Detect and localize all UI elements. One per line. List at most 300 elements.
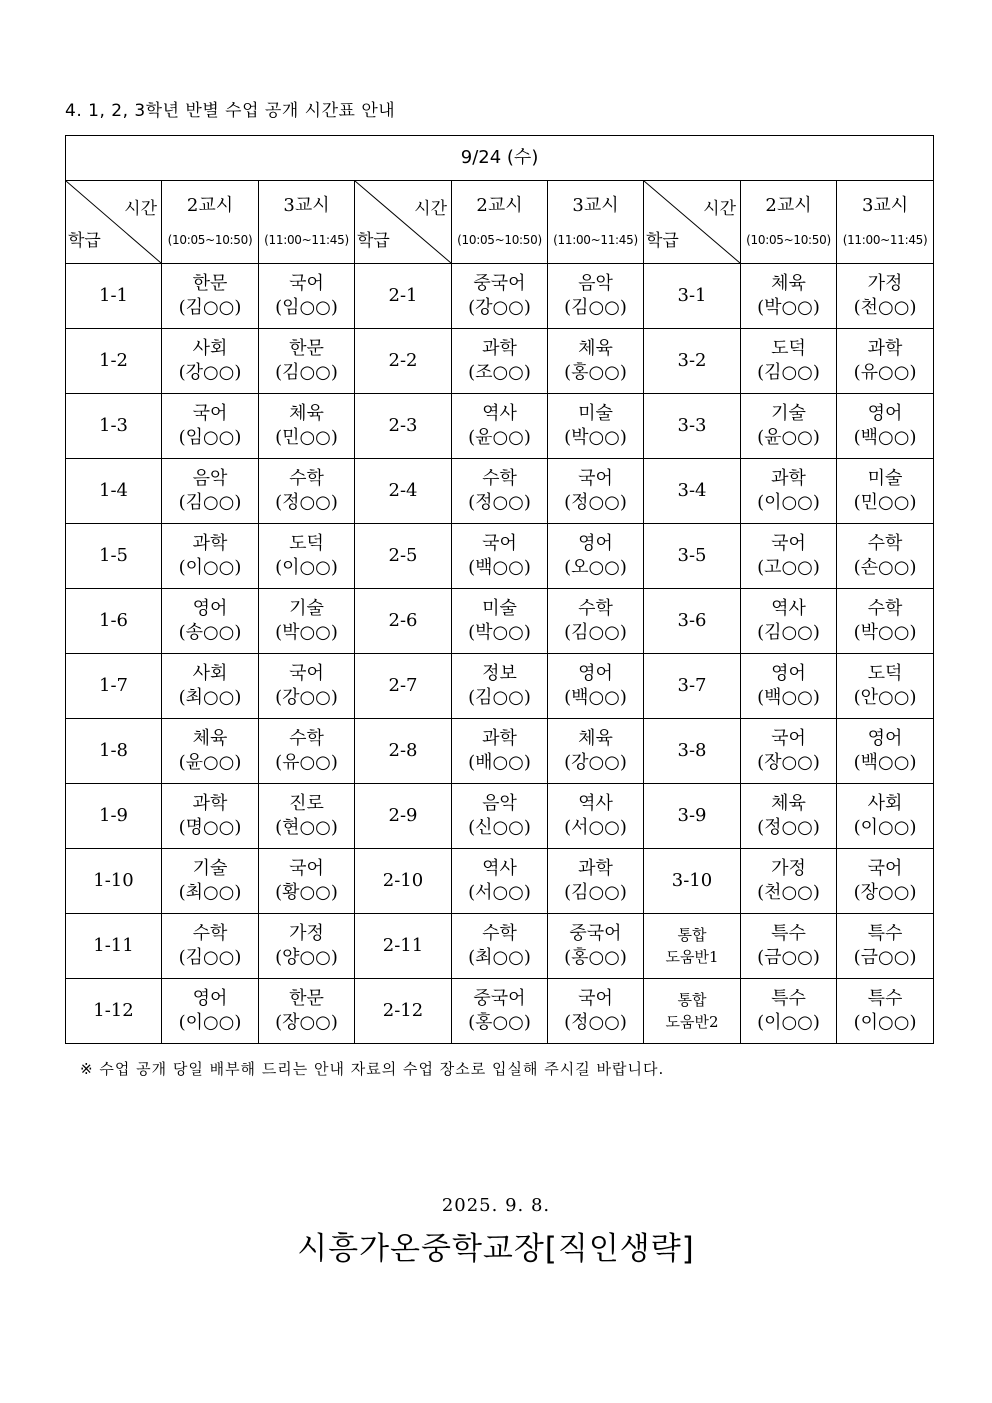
subject: 국어	[578, 988, 613, 1009]
lesson-cell	[548, 264, 644, 329]
lesson-cell	[452, 784, 548, 849]
class-cell	[355, 914, 452, 979]
class-cell	[644, 589, 741, 654]
corner-label-class: 학급	[68, 231, 101, 251]
class-cell	[355, 719, 452, 784]
class-label: 3-8	[677, 740, 707, 761]
document-date: 2025. 9. 8.	[441, 1195, 551, 1216]
class-label: 1-2	[99, 350, 128, 371]
table-row	[66, 459, 934, 524]
period-name: 3교시	[572, 195, 619, 216]
class-cell	[66, 719, 162, 784]
class-cell	[355, 524, 452, 589]
lesson-cell	[452, 719, 548, 784]
subject: 국어	[771, 533, 806, 554]
teacher: (정○○)	[564, 1012, 627, 1033]
lesson-cell	[548, 329, 644, 394]
notice-text: ※ 수업 공개 당일 배부해 드리는 안내 자료의 수업 장소로 입실해 주시길 바랍니다.	[80, 1060, 665, 1078]
lesson-cell	[452, 914, 548, 979]
teacher: (홍○○)	[468, 1012, 531, 1033]
lesson-cell	[548, 589, 644, 654]
lesson-cell	[259, 784, 355, 849]
subject: 음악	[192, 468, 228, 489]
subject: 역사	[482, 858, 517, 879]
period-name: 2교시	[476, 195, 523, 216]
period-time: (11:00~11:45)	[842, 233, 928, 247]
subject: 사회	[192, 338, 228, 359]
teacher: (최○○)	[468, 947, 531, 968]
lesson-cell	[548, 459, 644, 524]
lesson-cell	[259, 914, 355, 979]
teacher: (강○○)	[275, 687, 338, 708]
lesson-cell	[452, 654, 548, 719]
teacher: (명○○)	[178, 817, 242, 838]
subject: 한문	[192, 273, 228, 294]
lesson-cell	[162, 524, 259, 589]
subject: 한문	[289, 988, 324, 1009]
teacher: (김○○)	[564, 622, 627, 643]
teacher: (유○○)	[853, 362, 917, 383]
subject: 중국어	[473, 273, 526, 294]
class-cell	[644, 654, 741, 719]
lesson-cell	[837, 784, 934, 849]
class-label: 3-6	[677, 610, 707, 631]
period-time: (10:05~10:50)	[746, 233, 831, 247]
class-label: 3-9	[677, 805, 707, 826]
lesson-cell	[162, 394, 259, 459]
period-header-cell	[452, 181, 548, 264]
class-label: 1-1	[99, 285, 128, 306]
class-label: 통합 도움반2	[665, 991, 719, 1031]
corner-label-class: 학급	[357, 231, 390, 251]
subject: 음악	[482, 793, 517, 814]
subject: 역사	[578, 793, 613, 814]
teacher: (최○○)	[178, 882, 242, 903]
lesson-cell	[741, 979, 837, 1044]
class-label: 3-7	[677, 675, 707, 696]
subject: 체육	[578, 338, 613, 359]
class-cell	[66, 524, 162, 589]
class-cell	[644, 914, 741, 979]
date-row	[66, 136, 934, 181]
class-cell	[66, 654, 162, 719]
class-cell	[644, 784, 741, 849]
subject: 영어	[578, 533, 613, 554]
table-row	[66, 329, 934, 394]
lesson-cell	[259, 524, 355, 589]
lesson-cell	[162, 329, 259, 394]
teacher: (정○○)	[757, 817, 820, 838]
teacher: (강○○)	[178, 362, 242, 383]
lesson-cell	[259, 264, 355, 329]
table-row	[66, 654, 934, 719]
class-label: 2-11	[382, 935, 424, 956]
lesson-cell	[741, 394, 837, 459]
class-label: 2-3	[388, 415, 418, 436]
class-cell	[66, 394, 162, 459]
class-cell	[355, 394, 452, 459]
teacher: (김○○)	[178, 492, 242, 513]
teacher: (강○○)	[564, 752, 627, 773]
teacher: (장○○)	[757, 752, 820, 773]
teacher: (백○○)	[564, 687, 627, 708]
subject: 사회	[192, 663, 228, 684]
subject: 역사	[482, 403, 517, 424]
lesson-cell	[741, 784, 837, 849]
class-label: 2-8	[388, 740, 418, 761]
subject: 음악	[578, 273, 613, 294]
subject: 체육	[192, 728, 228, 749]
subject: 특수	[867, 923, 903, 944]
lesson-cell	[548, 914, 644, 979]
teacher: (이○○)	[178, 1012, 242, 1033]
teacher: (임○○)	[178, 427, 242, 448]
lesson-cell	[837, 459, 934, 524]
lesson-cell	[837, 329, 934, 394]
teacher: (김○○)	[275, 362, 338, 383]
lesson-cell	[837, 394, 934, 459]
subject: 과학	[482, 338, 517, 359]
subject: 수학	[289, 728, 324, 749]
lesson-cell	[259, 654, 355, 719]
subject: 영어	[771, 663, 806, 684]
class-cell	[66, 784, 162, 849]
lesson-cell	[259, 589, 355, 654]
teacher: (박○○)	[853, 622, 917, 643]
teacher: (이○○)	[853, 1012, 917, 1033]
subject: 가정	[289, 923, 324, 944]
class-label: 1-9	[99, 805, 128, 826]
header-row	[66, 181, 934, 264]
class-cell	[644, 719, 741, 784]
class-label: 1-4	[99, 480, 128, 501]
table-row	[66, 589, 934, 654]
lesson-cell	[741, 654, 837, 719]
teacher: (윤○○)	[468, 427, 531, 448]
lesson-cell	[259, 849, 355, 914]
teacher: (금○○)	[853, 947, 917, 968]
subject: 역사	[771, 598, 806, 619]
class-label: 2-9	[388, 805, 418, 826]
teacher: (박○○)	[564, 427, 627, 448]
period-time: (10:05~10:50)	[457, 233, 542, 247]
table-row	[66, 979, 934, 1044]
class-label: 1-3	[99, 415, 128, 436]
lesson-cell	[741, 459, 837, 524]
lesson-cell	[548, 979, 644, 1044]
lesson-cell	[452, 524, 548, 589]
lesson-cell	[741, 329, 837, 394]
class-label: 2-2	[388, 350, 418, 371]
teacher: (김○○)	[468, 687, 531, 708]
teacher: (배○○)	[468, 752, 531, 773]
subject: 국어	[771, 728, 806, 749]
class-cell	[355, 849, 452, 914]
teacher: (송○○)	[178, 622, 242, 643]
table-row	[66, 394, 934, 459]
teacher: (백○○)	[757, 687, 820, 708]
teacher: (이○○)	[853, 817, 917, 838]
lesson-cell	[259, 459, 355, 524]
lesson-cell	[837, 719, 934, 784]
class-cell	[355, 784, 452, 849]
teacher: (황○○)	[275, 882, 338, 903]
class-cell	[644, 394, 741, 459]
subject: 국어	[578, 468, 613, 489]
teacher: (정○○)	[564, 492, 627, 513]
class-cell	[355, 589, 452, 654]
teacher: (홍○○)	[564, 947, 627, 968]
teacher: (이○○)	[757, 1012, 820, 1033]
class-cell	[355, 329, 452, 394]
teacher: (이○○)	[757, 492, 820, 513]
subject: 국어	[289, 663, 324, 684]
lesson-cell	[837, 264, 934, 329]
teacher: (백○○)	[853, 752, 917, 773]
subject: 과학	[578, 858, 613, 879]
lesson-cell	[837, 654, 934, 719]
class-label: 2-6	[388, 610, 418, 631]
teacher: (천○○)	[757, 882, 820, 903]
teacher: (홍○○)	[564, 362, 627, 383]
lesson-cell	[741, 524, 837, 589]
class-label: 3-4	[677, 480, 707, 501]
lesson-cell	[162, 459, 259, 524]
subject: 가정	[771, 858, 806, 879]
class-label: 1-11	[93, 935, 134, 956]
teacher: (최○○)	[178, 687, 242, 708]
subject: 특수	[771, 923, 806, 944]
subject: 도덕	[289, 533, 324, 554]
class-label: 1-7	[99, 675, 128, 696]
class-cell	[644, 329, 741, 394]
subject: 국어	[867, 858, 903, 879]
subject: 영어	[192, 598, 228, 619]
principal-signature: 시흥가온중학교장[직인생략]	[297, 1231, 695, 1267]
table-row	[66, 784, 934, 849]
class-label: 3-5	[677, 545, 707, 566]
class-label: 3-3	[677, 415, 707, 436]
subject: 사회	[867, 793, 903, 814]
teacher: (조○○)	[468, 362, 531, 383]
class-cell	[66, 329, 162, 394]
teacher: (김○○)	[178, 947, 242, 968]
subject: 미술	[578, 403, 613, 424]
lesson-cell	[259, 979, 355, 1044]
teacher: (윤○○)	[178, 752, 242, 773]
subject: 체육	[771, 793, 806, 814]
subject: 미술	[482, 598, 517, 619]
teacher: (금○○)	[757, 947, 820, 968]
teacher: (손○○)	[853, 557, 917, 578]
corner-label-time: 시간	[124, 199, 157, 219]
lesson-cell	[548, 394, 644, 459]
teacher: (윤○○)	[757, 427, 820, 448]
period-header-cell	[259, 181, 355, 264]
corner-label-time: 시간	[414, 199, 447, 219]
lesson-cell	[741, 264, 837, 329]
teacher: (고○○)	[757, 557, 820, 578]
period-header-cell	[837, 181, 934, 264]
class-label: 3-10	[671, 870, 713, 891]
teacher: (김○○)	[757, 362, 820, 383]
date-label: 9/24 (수)	[66, 136, 934, 181]
class-cell	[66, 264, 162, 329]
lesson-cell	[452, 979, 548, 1044]
lesson-cell	[452, 394, 548, 459]
subject: 수학	[578, 598, 613, 619]
teacher: (서○○)	[468, 882, 531, 903]
class-cell	[644, 459, 741, 524]
corner-label-time: 시간	[703, 199, 736, 219]
subject: 과학	[771, 468, 806, 489]
period-time: (10:05~10:50)	[167, 233, 253, 247]
subject: 수학	[289, 468, 324, 489]
teacher: (이○○)	[275, 557, 338, 578]
teacher: (천○○)	[853, 297, 917, 318]
lesson-cell	[741, 589, 837, 654]
lesson-cell	[548, 524, 644, 589]
subject: 중국어	[569, 923, 622, 944]
teacher: (양○○)	[275, 947, 338, 968]
teacher: (박○○)	[468, 622, 531, 643]
lesson-cell	[162, 849, 259, 914]
period-header-cell	[741, 181, 837, 264]
lesson-cell	[837, 979, 934, 1044]
subject: 국어	[482, 533, 517, 554]
subject: 가정	[867, 273, 903, 294]
subject: 국어	[289, 273, 324, 294]
teacher: (임○○)	[275, 297, 338, 318]
lesson-cell	[452, 264, 548, 329]
class-label: 2-10	[382, 870, 424, 891]
table-row	[66, 524, 934, 589]
subject: 수학	[482, 923, 517, 944]
teacher: (현○○)	[275, 817, 338, 838]
class-cell	[355, 459, 452, 524]
lesson-cell	[259, 719, 355, 784]
subject: 기술	[771, 403, 806, 424]
class-label: 1-5	[99, 545, 128, 566]
lesson-cell	[452, 459, 548, 524]
subject: 수학	[482, 468, 517, 489]
period-name: 3교시	[283, 195, 330, 216]
subject: 과학	[482, 728, 517, 749]
period-header-cell	[162, 181, 259, 264]
lesson-cell	[162, 264, 259, 329]
teacher: (신○○)	[468, 817, 531, 838]
subject: 영어	[867, 728, 903, 749]
lesson-cell	[259, 394, 355, 459]
period-name: 3교시	[861, 195, 909, 216]
subject: 체육	[578, 728, 613, 749]
subject: 도덕	[771, 338, 806, 359]
class-label: 2-1	[388, 285, 418, 306]
table-row	[66, 719, 934, 784]
subject: 진로	[289, 793, 324, 814]
lesson-cell	[837, 589, 934, 654]
class-cell	[644, 979, 741, 1044]
corner-header-cell	[644, 181, 741, 264]
section-heading: 4. 1, 2, 3학년 반별 수업 공개 시간표 안내	[65, 101, 396, 121]
class-cell	[66, 589, 162, 654]
lesson-cell	[741, 914, 837, 979]
lesson-cell	[162, 914, 259, 979]
teacher: (백○○)	[468, 557, 531, 578]
teacher: (김○○)	[178, 297, 242, 318]
period-time: (11:00~11:45)	[264, 233, 349, 247]
subject: 수학	[867, 533, 903, 554]
class-cell	[66, 914, 162, 979]
subject: 체육	[771, 273, 806, 294]
teacher: (오○○)	[564, 557, 627, 578]
lesson-cell	[548, 654, 644, 719]
lesson-cell	[162, 719, 259, 784]
period-name: 2교시	[765, 195, 812, 216]
table-row	[66, 264, 934, 329]
class-label: 2-5	[388, 545, 418, 566]
teacher: (박○○)	[757, 297, 820, 318]
subject: 과학	[192, 793, 228, 814]
teacher: (박○○)	[275, 622, 338, 643]
subject: 도덕	[867, 663, 903, 684]
lesson-cell	[162, 589, 259, 654]
table-row	[66, 914, 934, 979]
lesson-cell	[548, 849, 644, 914]
period-time: (11:00~11:45)	[553, 233, 638, 247]
class-cell	[66, 459, 162, 524]
lesson-cell	[741, 719, 837, 784]
corner-header-cell	[66, 181, 162, 264]
schedule-table	[65, 135, 934, 1044]
teacher: (김○○)	[757, 622, 820, 643]
class-label: 1-10	[93, 870, 134, 891]
subject: 정보	[482, 663, 517, 684]
class-cell	[66, 979, 162, 1044]
lesson-cell	[548, 784, 644, 849]
teacher: (김○○)	[564, 882, 627, 903]
lesson-cell	[548, 719, 644, 784]
subject: 수학	[867, 598, 903, 619]
teacher: (백○○)	[853, 427, 917, 448]
subject: 영어	[867, 403, 903, 424]
teacher: (이○○)	[178, 557, 242, 578]
lesson-cell	[162, 979, 259, 1044]
class-cell	[355, 264, 452, 329]
lesson-cell	[741, 849, 837, 914]
lesson-cell	[837, 524, 934, 589]
subject: 중국어	[473, 988, 526, 1009]
lesson-cell	[162, 654, 259, 719]
teacher: (민○○)	[853, 492, 917, 513]
teacher: (장○○)	[275, 1012, 338, 1033]
subject: 체육	[289, 403, 324, 424]
class-cell	[644, 849, 741, 914]
corner-header-cell	[355, 181, 452, 264]
teacher: (안○○)	[853, 687, 917, 708]
subject: 특수	[867, 988, 903, 1009]
teacher: (민○○)	[275, 427, 338, 448]
teacher: (유○○)	[275, 752, 338, 773]
subject: 미술	[867, 468, 903, 489]
lesson-cell	[452, 849, 548, 914]
teacher: (서○○)	[564, 817, 627, 838]
subject: 기술	[192, 858, 228, 879]
lesson-cell	[162, 784, 259, 849]
subject: 과학	[867, 338, 903, 359]
subject: 기술	[289, 598, 324, 619]
subject: 과학	[192, 533, 228, 554]
